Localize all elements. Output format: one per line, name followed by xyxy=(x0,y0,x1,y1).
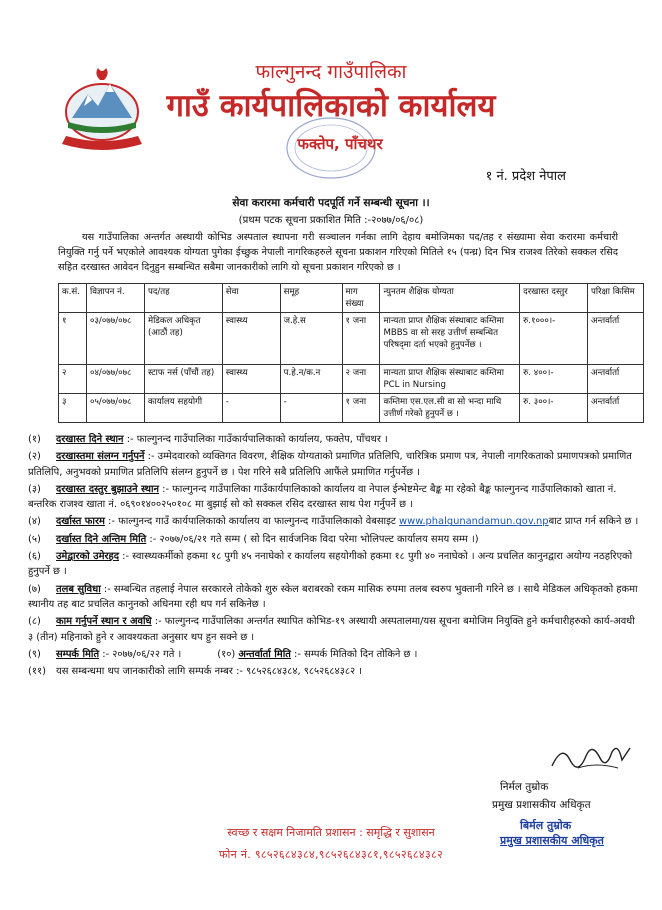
table-cell: २ जना xyxy=(342,365,380,394)
table-cell: १ जना xyxy=(342,394,380,423)
table-header-cell: परिक्षा किसिम xyxy=(588,284,644,313)
table-cell: ३ xyxy=(59,394,87,423)
table-cell: मेडिकल अधिकृत (आठौं तह) xyxy=(144,313,222,365)
list-item xyxy=(28,549,640,580)
item-number: (१०) xyxy=(217,648,236,660)
item-text: :- फाल्गुनन्द गाउँ कार्यपालिकाको कार्यालय वा फाल्गुनन्द गाउँपालिकाको वेबसाइट xyxy=(108,516,396,528)
item-label: दरखास्त दिने स्थान xyxy=(56,434,124,445)
table-cell: ०३/०७७/०७८ xyxy=(86,313,144,365)
table-cell: अन्तर्वार्ता xyxy=(588,394,644,423)
table-header-cell: समूह xyxy=(280,284,342,313)
item-label: दरखास्तमा संलग्न गर्नुपर्ने xyxy=(56,451,145,463)
item-number: (३) xyxy=(28,483,41,495)
table-row xyxy=(59,394,644,423)
org-name: फाल्गुनन्द गाउँपालिका xyxy=(255,61,407,83)
table-cell: रु. ३००।- xyxy=(520,394,588,423)
address: १ नं. प्रदेश नेपाल xyxy=(485,169,566,184)
item-label: तलब सुविधा xyxy=(56,583,101,595)
table-cell: अन्तर्वार्ता xyxy=(588,365,644,394)
table-cell: स्वास्थ्य xyxy=(222,313,280,365)
item-text: :- फाल्गुनन्द गाउँपालिका अन्तर्गत स्थापित कोभिड-१९ अस्थायी अस्पतालमा/यस सूचना बमोजिम नियुक्ति हुने कर्मचारीहरुको कार्य-अवधी ३ (तीन) महिनाको हुने र आवश्यकता अनुसार थप हुन सक्ने छ । xyxy=(28,616,635,643)
list-item xyxy=(28,449,640,480)
item-label: काम गर्नुपर्ने स्थान र अवधि xyxy=(56,616,152,628)
item-number: (४) xyxy=(28,516,41,528)
table-cell: ०४/०७७/०७८ xyxy=(86,365,144,394)
handwritten-signature-icon xyxy=(548,738,634,778)
posts-table xyxy=(58,283,644,423)
table-cell: ज.हे.स xyxy=(280,313,342,365)
list-item xyxy=(28,647,640,662)
table-cell: मान्यता प्राप्त शैक्षिक संस्थाबाट कम्तिमा MBBS वा सो सरह उत्तीर्ण सम्बन्धित परिषद्‌मा दर्ता भएको हुनुपर्नेछ । xyxy=(380,313,520,365)
table-row xyxy=(59,313,644,365)
item-text: :- फाल्गुनन्द गाउँपालिका गाउँकार्यपालिकाको कार्यालय वा नेपाल ईन्भेष्टमेन्ट बैङ्क मा रहेको बैङ्क फाल्गुनन्द गाउँपालिकाको खाता नं. बन्तरिक राजश्व खाता नं. ०६९०१४००२५०१०८ मा बुझाई सो को सक्कल रसिद दरखास्त साथ पेश गर्नुपर्ने छ । xyxy=(28,483,617,511)
table-header-cell: पद/तह xyxy=(144,284,222,313)
table-cell: रु. ४००।- xyxy=(520,365,588,394)
table-header-cell: न्युनतम शैक्षिक योग्यता xyxy=(380,284,520,313)
table-cell: प.हे.न/क.न xyxy=(280,365,342,394)
instruction-list xyxy=(28,432,640,681)
table-cell: अन्तर्वार्ता xyxy=(588,313,644,365)
signer-name: निर्मल तुम्रोक xyxy=(500,781,549,793)
item-number: (७) xyxy=(28,583,41,595)
list-item xyxy=(28,614,640,645)
item-label: दर्खास्त फारम xyxy=(56,516,105,528)
item-text-after: बाट प्राप्त गर्न सकिने छ । xyxy=(548,516,639,528)
table-cell: स्टाफ नर्स (पाँचौं तह) xyxy=(144,365,222,394)
table-header-cell: माग संख्या xyxy=(342,284,380,313)
footer-slogan: स्वच्छ र सक्षम निजामति प्रशासन : समृद्धि र सुशासन xyxy=(227,826,435,839)
item-number: (८) xyxy=(28,616,41,628)
item-text: :- सम्पर्क मितिको दिन तोकिने छ । xyxy=(294,648,418,660)
list-item xyxy=(28,514,640,529)
notice-title: सेवा करारमा कर्मचारी पदपूर्ति गर्ने सम्बन्धी सूचना ।। xyxy=(232,197,430,209)
table-cell: - xyxy=(222,394,280,423)
item-text: :- स्वास्थ्यकर्मीको हकमा १८ पुगी ४५ ननाघेको र कार्यालय सहयोगीको हकमा १८ पुगी ४० ननाघेको । अन्य प्रचलित कानुनद्वारा अयोग्य नठहरिएको हुनुपर्ने छ । xyxy=(28,551,633,578)
office-title: गाउँ कार्यपालिकाको कार्यालय xyxy=(166,88,496,124)
item-text: यस सम्बन्धमा थप जानकारीको लागि सम्पर्क नम्बर :- ९८५२६८४३८४, ९८५२६८४३८२ । xyxy=(56,666,362,678)
list-item xyxy=(28,482,640,513)
table-cell: १ xyxy=(59,313,87,365)
table-cell: कार्यालय सहयोगी xyxy=(144,394,222,423)
table-cell: कम्तिमा एस.एल.सी वा सो भन्दा माथि उत्तीर्ण गरेको हुनुपर्ने छ । xyxy=(380,394,520,423)
signer-post: प्रमुख प्रशासकीय अधिकृत xyxy=(492,799,591,811)
item-label: सम्पर्क मिति xyxy=(56,648,100,660)
item-text: :- २०७७/०६/२१ गते सम्म ( सो दिन सार्वजनिक विदा परेमा भोलिपल्ट कार्यालय समय सम्म ।) xyxy=(149,533,479,545)
item-label: उमेद्वारको उमेरहद xyxy=(56,551,120,563)
table-header-cell: विज्ञापन नं. xyxy=(86,284,144,313)
item-number: (६) xyxy=(28,551,41,563)
table-cell: १ जना xyxy=(342,313,380,365)
item-number: (९) xyxy=(28,648,41,660)
item-number: (११) xyxy=(28,666,46,678)
item-number: (२) xyxy=(28,451,41,463)
table-cell: ०५/०७७/०७८ xyxy=(86,394,144,423)
table-header-cell: क.सं. xyxy=(59,284,87,313)
table-cell: २ xyxy=(59,365,87,394)
table-row xyxy=(59,365,644,394)
table-header-cell: दरखास्त दस्तुर xyxy=(520,284,588,313)
list-item xyxy=(28,582,640,613)
table-header-cell: सेवा xyxy=(222,284,280,313)
table-header-row xyxy=(59,284,644,313)
list-item xyxy=(28,664,640,679)
website-link[interactable]: www.phalgunandamun.gov.np xyxy=(399,516,549,528)
stamp-name: बिर्मल तुम्रोक xyxy=(520,819,572,832)
item-text: :- सम्बन्धित तहलाई नेपाल सरकारले तोकेको शुरु स्केल बराबरको रकम मासिक रुपमा तलब स्वरुप भुक्तानी गरिने छ । साथै मेडिकल अधिकृतको हकमा स्थानीय तह बाट प्रचलित कानुनको अधिनमा रही थप गर्न सकिनेछ । xyxy=(28,583,638,610)
interview-date xyxy=(217,647,417,662)
publish-date: (प्रथम पटक सूचना प्रकाशित मिति :-२०७७/०६/०८) xyxy=(238,215,424,226)
intro-paragraph: यस गाउँपालिका अन्तर्गत अस्थायी कोभिड अस्पताल स्थापना गरी सञ्चालन गर्नका लागि देहाय बमोजिमका पद/तह र संख्यामा सेवा करारमा कर्मचारी नियुक्ति गर्नु पर्ने भएकोले आवश्यक योग्यता पुगेका ईच्छुक नेपाली नागरिकहरुले सूचना प्रकाशन गरिएको मितिले १५ (पन्ध्र) दिन भित्र राजश्व तिरेको सक्कल रसिद सहित दरखास्त आवेदन दिनुहुन सम्बन्धित सबैमा जानकारीको लागि यो सूचना प्रकाशन गरिएको छ । xyxy=(58,232,618,273)
table-cell: मान्यता प्राप्त शैक्षिक संस्थाबाट कम्तिमा PCL in Nursing xyxy=(380,365,520,394)
item-text: :- उम्मेदवारको व्यक्तिगत विवरण, शैक्षिक योग्यताको प्रमाणित प्रतिलिपि, चारित्रिक प्रमाण पत्र, नेपाली नागरिकताको प्रमाणपत्रको प्रमाणित प्रतिलिपि, अनुभवको प्रमाणित प्रतिलिपि संलग्न हुनुपर्ने छ । पेश गरिने सबै प्रतिलिपि आफैंले प्रमाणित गर्नुपर्नेछ । xyxy=(28,451,632,478)
table-cell: रु.१०००।- xyxy=(520,313,588,365)
list-item xyxy=(28,532,640,547)
contact-date xyxy=(28,647,181,662)
item-number: (५) xyxy=(28,533,41,545)
item-label: दरखास्त दस्तुर बुझाउने स्थान xyxy=(56,483,160,495)
table-cell: - xyxy=(280,394,342,423)
table-cell: स्वास्थ्य xyxy=(222,365,280,394)
item-label: अन्तर्वार्ता मिति xyxy=(238,648,291,660)
item-number: (१) xyxy=(28,434,41,445)
stamp-post: प्रमुख प्रशासकीय अधिकृत xyxy=(500,834,604,847)
item-text: :- २०७७/०६/२२ गते । xyxy=(102,648,182,660)
office-subtitle: फक्तेप, पाँचथर xyxy=(297,135,383,153)
footer-phone: फोन नं. ९८५२६८४३८४,९८५२६८४३८१,९८५२६८४३८२ xyxy=(218,848,444,861)
item-label: दर्खास्त दिने अन्तिम मिति xyxy=(56,533,147,545)
item-text: :- फाल्गुनन्द गाउँपालिका गाउँकार्यपालिकाको कार्यालय, फक्तेप, पाँचथर । xyxy=(126,434,388,445)
list-item xyxy=(28,432,640,447)
